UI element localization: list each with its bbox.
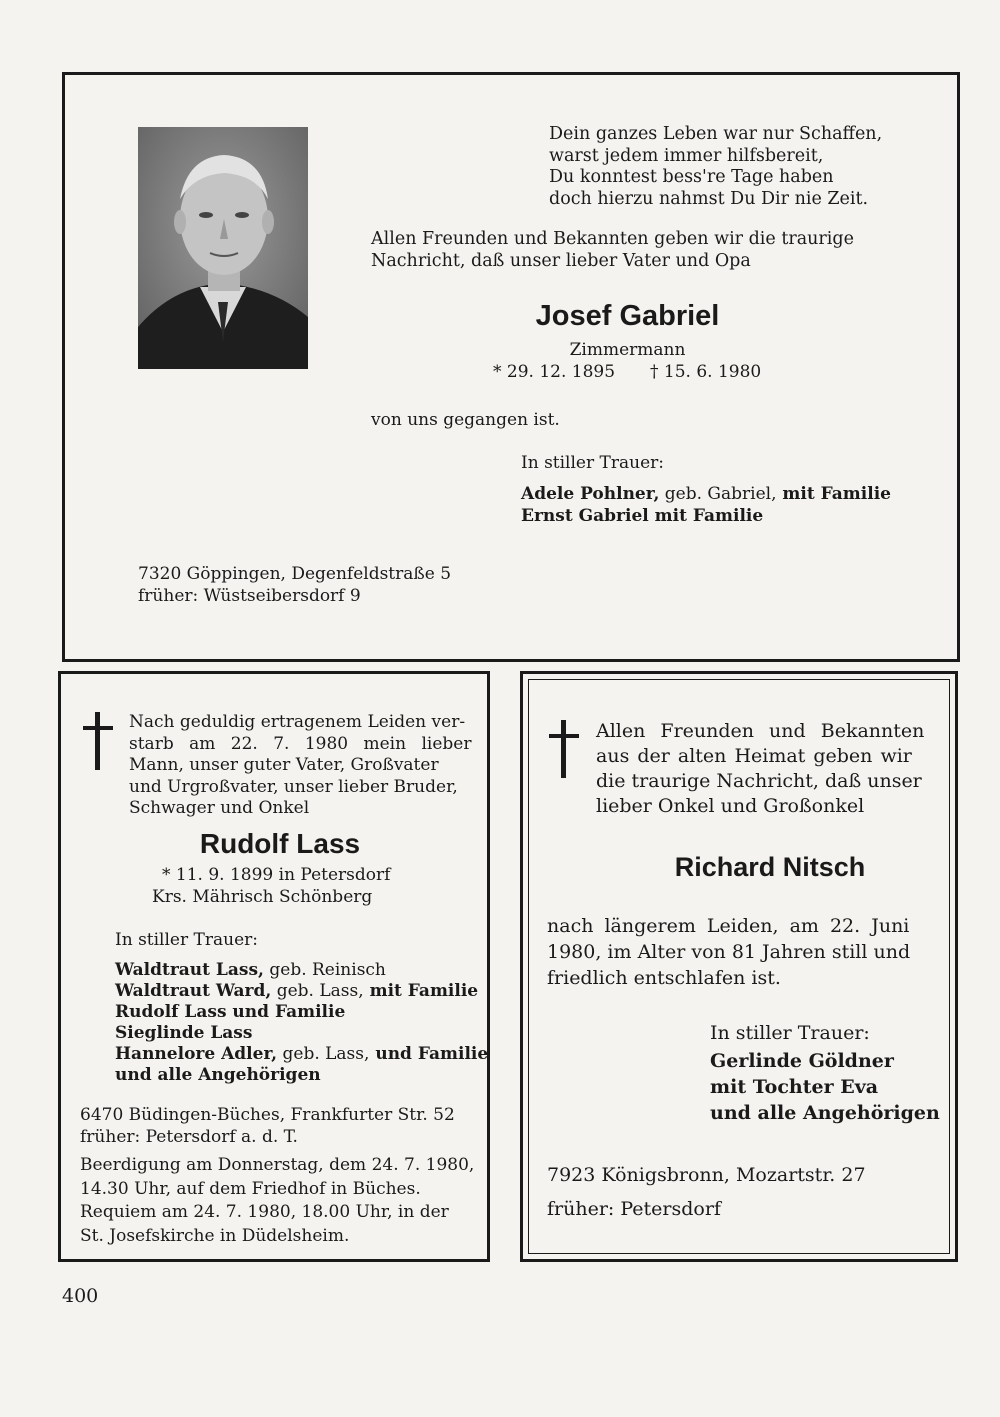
mourner-detail: geb. Lass,: [271, 981, 364, 1001]
funeral-line: Beerdigung am Donnerstag, dem 24. 7. 1980,: [80, 1155, 475, 1175]
mourner-name: Ernst Gabriel mit Familie: [521, 506, 764, 526]
death-date: † 15. 6. 1980: [650, 362, 762, 382]
mourner-name: Rudolf Lass und Familie: [115, 1002, 346, 1022]
announcement-outro: von uns gegangen ist.: [371, 410, 560, 430]
intro-line: lieber Onkel und Großonkel: [596, 795, 865, 817]
mourner-entry: [115, 1065, 488, 1086]
mourning-label: In stiller Trauer:: [710, 1022, 870, 1044]
mourner-entry: [521, 505, 891, 527]
intro-line: aus der alten Heimat geben wir: [596, 745, 912, 767]
intro-line: die traurige Nachricht, daß unser: [596, 770, 922, 792]
announcement-intro: [596, 719, 936, 819]
address-line: 7923 Königsbronn, Mozartstr. 27: [547, 1164, 866, 1186]
outro-line: nach längerem Leiden, am 22. Juni: [547, 915, 910, 937]
mourners-list: [521, 483, 891, 527]
address-line: früher: Wüstseibersdorf 9: [138, 586, 361, 606]
mourner-name: Sieglinde Lass: [115, 1023, 253, 1043]
funeral-line: St. Josefskirche in Düdelsheim.: [80, 1225, 350, 1246]
mourner-suffix: und Familie: [369, 1044, 489, 1064]
mourner-name: Waldtraut Lass,: [115, 960, 264, 980]
intro-line: Mann, unser guter Vater, Großvater: [129, 755, 439, 775]
mourner-name: Adele Pohlner,: [521, 484, 660, 504]
funeral-line: 14.30 Uhr, auf dem Friedhof in Büches.: [80, 1178, 421, 1199]
mourning-label: In stiller Trauer:: [115, 930, 258, 950]
mourner-detail: geb. Reinisch: [263, 960, 386, 980]
mourner-entry: [521, 483, 891, 505]
occupation: Zimmermann: [569, 340, 686, 360]
mourner-detail: geb. Gabriel,: [659, 484, 777, 504]
mourner-suffix: mit Familie: [363, 981, 479, 1001]
intro-line: und Urgroßvater, unser lieber Bruder,: [129, 776, 458, 797]
mourner-entry: [115, 1023, 488, 1044]
mourner-entry: [115, 1044, 488, 1065]
deceased-name: Rudolf Lass: [199, 828, 361, 859]
intro-line: starb am 22. 7. 1980 mein lieber: [129, 733, 472, 754]
mourning-label: In stiller Trauer:: [521, 453, 664, 473]
deceased-name: Josef Gabriel: [535, 300, 720, 332]
mourner-detail: geb. Lass,: [277, 1044, 370, 1064]
poem-line: Dein ganzes Leben war nur Schaffen,: [549, 124, 883, 144]
cross-icon: [549, 720, 579, 778]
outro-line: 1980, im Alter von 81 Jahren still und: [547, 941, 911, 963]
address-line: früher: Petersdorf: [547, 1198, 721, 1220]
intro-line: Allen Freunden und Bekannten geben wir die traurige: [371, 229, 854, 249]
birth-date: * 29. 12. 1895: [493, 362, 616, 382]
birth-info: * 11. 9. 1899 in Petersdorf: [162, 865, 391, 885]
poem-line: doch hierzu nahmst Du Dir nie Zeit.: [549, 188, 869, 209]
announcement-intro: [129, 712, 470, 820]
mourner-entry: [115, 960, 488, 981]
funeral-line: Requiem am 24. 7. 1980, 18.00 Uhr, in der: [80, 1202, 449, 1222]
cross-icon: [83, 712, 113, 770]
intro-line: Nach geduldig ertragenem Leiden ver-: [129, 712, 466, 732]
intro-line: Nachricht, daß unser lieber Vater und Opa: [371, 251, 751, 271]
poem-line: warst jedem immer hilfsbereit,: [549, 145, 824, 166]
mourner-name: und alle Angehörigen: [115, 1065, 321, 1085]
outro-line: friedlich entschlafen ist.: [547, 967, 781, 989]
deceased-name: Richard Nitsch: [674, 852, 866, 882]
mourner-name: Hannelore Adler,: [115, 1044, 278, 1064]
intro-line: Schwager und Onkel: [129, 798, 310, 818]
birth-district: Krs. Mährisch Schönberg: [152, 887, 373, 907]
poem: [549, 124, 909, 210]
address-line: früher: Petersdorf a. d. T.: [80, 1126, 298, 1147]
poem-line: Du konntest bess're Tage haben: [549, 167, 834, 187]
mourner-entry: Gerlinde Göldner: [710, 1050, 894, 1072]
funeral-info: [80, 1154, 475, 1248]
address: [138, 563, 451, 607]
address: [80, 1105, 455, 1148]
portrait-photo: [138, 127, 308, 369]
mourner-entry: mit Tochter Eva: [710, 1076, 879, 1098]
mourner-entry: und alle Angehörigen: [710, 1102, 940, 1124]
mourner-name: Waldtraut Ward,: [115, 981, 272, 1001]
mourners-list: [115, 960, 488, 1086]
announcement-outro: [547, 913, 937, 991]
mourner-entry: [115, 981, 488, 1002]
portrait-icon: [138, 127, 308, 369]
address-line: 6470 Büdingen-Büches, Frankfurter Str. 52: [80, 1105, 455, 1125]
address-line: 7320 Göppingen, Degenfeldstraße 5: [138, 564, 452, 584]
mourners-list: [710, 1048, 940, 1126]
announcement-intro: [371, 228, 891, 272]
intro-line: Allen Freunden und Bekannten: [596, 720, 925, 742]
page-number: 400: [62, 1285, 99, 1307]
mourner-entry: [115, 1002, 488, 1023]
mourner-suffix: mit Familie: [776, 484, 891, 504]
